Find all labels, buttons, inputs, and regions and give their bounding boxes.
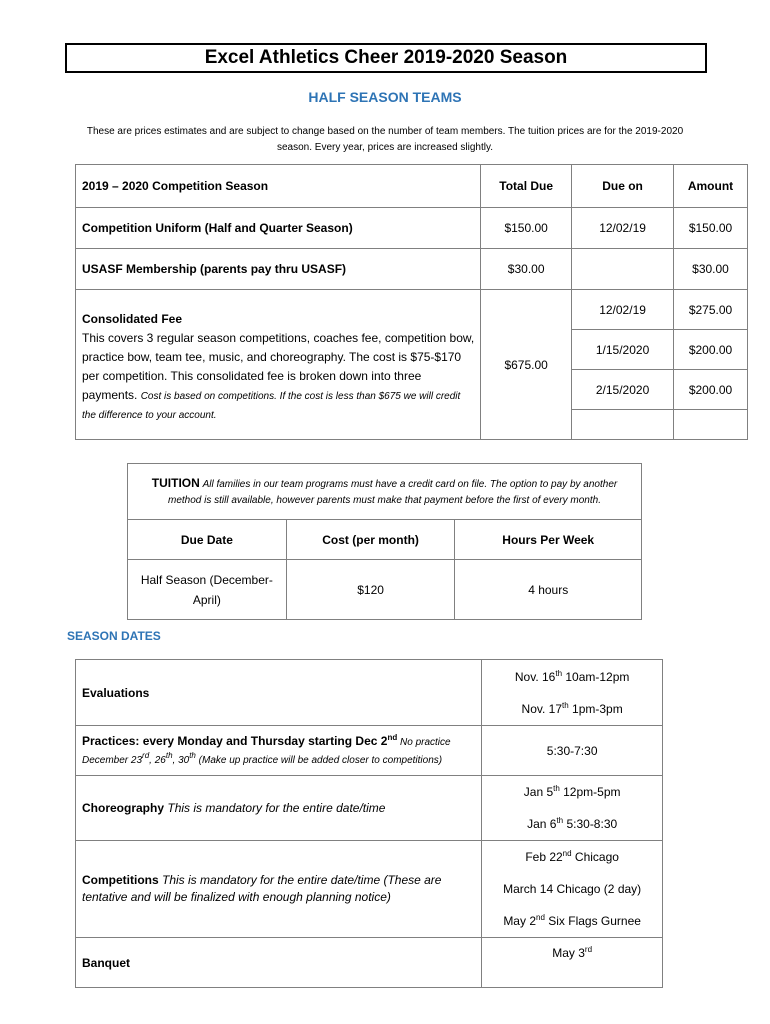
table-row bbox=[76, 660, 663, 726]
fees-table bbox=[75, 164, 748, 440]
table-row bbox=[76, 249, 748, 290]
intro-line-2: season. Every year, prices are increased slightly. bbox=[276, 142, 494, 153]
payment-3-amount: $200.00 bbox=[674, 370, 748, 410]
section-heading-season-dates: SEASON DATES bbox=[67, 629, 161, 643]
payment-1-amount: $275.00 bbox=[674, 290, 748, 330]
evaluations-date-2: Nov. 17th 1pm-3pm bbox=[521, 700, 623, 716]
consolidated-total: $675.00 bbox=[481, 290, 572, 440]
evaluations-label: Evaluations bbox=[76, 660, 482, 726]
tuition-note-row bbox=[128, 464, 642, 520]
intro-text bbox=[60, 124, 710, 156]
competitions-date-2: March 14 Chicago (2 day) bbox=[503, 882, 642, 896]
tuition-header-due: Due Date bbox=[128, 520, 287, 560]
banquet-date: May 3rd bbox=[482, 938, 663, 988]
table-row bbox=[128, 560, 642, 620]
consolidated-note: Cost is based on competitions. If the cost is less than $675 we will credit the difference to your account. bbox=[82, 390, 461, 421]
fees-header-amount: Amount bbox=[674, 165, 748, 208]
fees-header-season: 2019 – 2020 Competition Season bbox=[76, 165, 481, 208]
empty-cell bbox=[572, 410, 674, 440]
tuition-label: TUITION bbox=[151, 475, 200, 490]
page-title: Excel Athletics Cheer 2019-2020 Season bbox=[65, 43, 707, 73]
evaluations-date-1: Nov. 16th 10am-12pm bbox=[514, 668, 630, 684]
fees-header-row bbox=[76, 165, 748, 208]
choreography-label: Choreography This is mandatory for the entire date/time bbox=[76, 776, 482, 841]
choreography-date-1: Jan 5th 12pm-5pm bbox=[523, 784, 621, 799]
payment-3-due: 2/15/2020 bbox=[572, 370, 674, 410]
usasf-label: USASF Membership (parents pay thru USASF) bbox=[76, 249, 481, 290]
tuition-header-cost: Cost (per month) bbox=[286, 520, 455, 560]
payment-1-due: 12/02/19 bbox=[572, 290, 674, 330]
table-row bbox=[76, 841, 663, 938]
choreography-date-2: Jan 6th 5:30-8:30 bbox=[527, 816, 618, 831]
table-row bbox=[76, 776, 663, 841]
choreography-dates bbox=[482, 776, 663, 841]
competitions-date-3: May 2nd Six Flags Gurnee bbox=[503, 913, 641, 928]
table-row bbox=[76, 726, 663, 776]
banquet-label: Banquet bbox=[76, 938, 482, 988]
usasf-due bbox=[572, 249, 674, 290]
tuition-header-hours: Hours Per Week bbox=[455, 520, 642, 560]
payment-2-due: 1/15/2020 bbox=[572, 330, 674, 370]
tuition-note: All families in our team programs must have a credit card on file. The option to pay by another method is still available, however parents must make that payment before the first of every month. bbox=[168, 478, 618, 506]
table-row bbox=[76, 208, 748, 249]
fees-header-total: Total Due bbox=[481, 165, 572, 208]
intro-line-1: These are prices estimates and are subject to change based on the number of team members. The tuition prices are for the 2019-2020 bbox=[86, 126, 684, 137]
consolidated-cell bbox=[76, 290, 481, 440]
evaluations-dates bbox=[482, 660, 663, 726]
tuition-due: Half Season (December-April) bbox=[128, 560, 287, 620]
empty-cell bbox=[674, 410, 748, 440]
table-row bbox=[76, 938, 663, 988]
competitions-date-1: Feb 22nd Chicago bbox=[525, 849, 619, 864]
table-row bbox=[76, 290, 748, 330]
competitions-dates bbox=[482, 841, 663, 938]
tuition-note-cell bbox=[128, 464, 642, 520]
uniform-label: Competition Uniform (Half and Quarter Season) bbox=[76, 208, 481, 249]
payment-2-amount: $200.00 bbox=[674, 330, 748, 370]
fees-header-due: Due on bbox=[572, 165, 674, 208]
season-dates-table bbox=[75, 659, 663, 988]
tuition-header-row bbox=[128, 520, 642, 560]
consolidated-label: Consolidated Fee bbox=[82, 311, 183, 326]
uniform-total: $150.00 bbox=[481, 208, 572, 249]
practices-time: 5:30-7:30 bbox=[482, 726, 663, 776]
usasf-total: $30.00 bbox=[481, 249, 572, 290]
section-heading-half-season: HALF SEASON TEAMS bbox=[308, 89, 462, 105]
usasf-amount: $30.00 bbox=[674, 249, 748, 290]
competitions-label: Competitions This is mandatory for the entire date/time (These are tentative and will be finalized with enough planning notice) bbox=[76, 841, 482, 938]
practices-label: Practices: every Monday and Thursday starting Dec 2nd No practice December 23rd, 26th, 30th (Make up practice will be added closer to competitions) bbox=[76, 726, 482, 776]
tuition-table bbox=[127, 463, 642, 620]
consolidated-description: This covers 3 regular season competitions, coaches fee, competition bow, practice bow, team tee, music, and choreography. The cost is $75-$170 per competition. This consolidated fee is broken down into three payments. bbox=[82, 330, 475, 402]
tuition-hours: 4 hours bbox=[455, 560, 642, 620]
uniform-due: 12/02/19 bbox=[572, 208, 674, 249]
uniform-amount: $150.00 bbox=[674, 208, 748, 249]
tuition-cost: $120 bbox=[286, 560, 455, 620]
